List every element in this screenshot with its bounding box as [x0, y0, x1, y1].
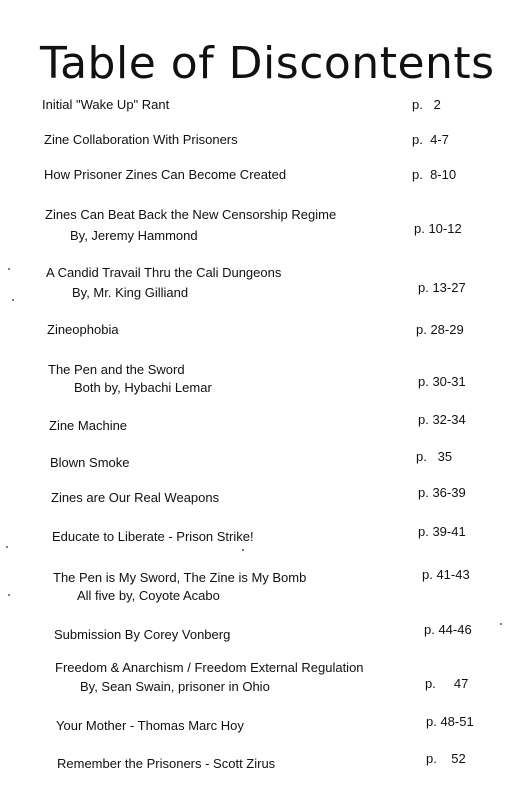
toc-entry-title: Educate to Liberate - Prison Strike! [52, 529, 254, 544]
toc-entry-title: Initial "Wake Up" Rant [42, 97, 170, 112]
toc-entry-byline: By, Mr. King Gilliand [72, 285, 189, 300]
toc-entry-title: Zineophobia [47, 322, 119, 337]
toc-entry-page: p. 32-34 [418, 412, 466, 427]
toc-entry-byline: By, Jeremy Hammond [70, 228, 198, 243]
toc-entry-title: Zines are Our Real Weapons [51, 490, 220, 505]
toc-entry-page: p. 8-10 [412, 167, 457, 182]
scan-speck [12, 299, 14, 301]
toc-entry-page: p. 48-51 [426, 714, 474, 729]
scan-speck [6, 546, 8, 548]
toc-entry-title: Remember the Prisoners - Scott Zirus [57, 756, 276, 771]
toc-entry-page: p. 39-41 [418, 524, 466, 539]
toc-entry-title: Blown Smoke [50, 455, 130, 470]
toc-entry-title: Zines Can Beat Back the New Censorship Regime [45, 207, 337, 222]
toc-entry-page: p. 2 [412, 97, 441, 112]
toc-entry-title: Freedom & Anarchism / Freedom External Regulation [55, 660, 364, 675]
toc-entry-byline: All five by, Coyote Acabo [77, 588, 220, 603]
toc-entry-page: p. 41-43 [422, 567, 470, 582]
scan-speck [242, 549, 244, 551]
toc-entry-title: Zine Collaboration With Prisoners [44, 132, 238, 147]
scan-speck [8, 268, 10, 270]
scan-speck [8, 594, 10, 596]
toc-entry-page: p. 47 [425, 676, 469, 691]
toc-entry-title: The Pen and the Sword [48, 362, 185, 377]
toc-entry-title: A Candid Travail Thru the Cali Dungeons [46, 265, 282, 280]
toc-entry-page: p. 44-46 [424, 622, 472, 637]
toc-entry-page: p. 4-7 [412, 132, 449, 147]
toc-entry-title: Zine Machine [49, 418, 128, 433]
toc-entry-page: p. 13-27 [418, 280, 466, 295]
toc-entry-title: Your Mother - Thomas Marc Hoy [56, 718, 244, 733]
toc-entry-page: p. 36-39 [418, 485, 466, 500]
scan-speck [500, 623, 502, 625]
toc-entry-page: p. 30-31 [418, 374, 466, 389]
toc-entry-page: p. 52 [426, 751, 466, 766]
toc-entry-page: p. 10-12 [414, 221, 462, 236]
toc-entry-byline: By, Sean Swain, prisoner in Ohio [80, 679, 270, 694]
toc-entry-title: The Pen is My Sword, The Zine is My Bomb [53, 570, 307, 585]
toc-entry-page: p. 35 [416, 449, 453, 464]
toc-entry-title: Submission By Corey Vonberg [54, 627, 231, 642]
toc-entry-page: p. 28-29 [416, 322, 464, 337]
toc-entry-title: How Prisoner Zines Can Become Created [44, 167, 287, 182]
toc-entry-byline: Both by, Hybachi Lemar [74, 380, 212, 395]
page-title: Table of Discontents [40, 38, 495, 89]
